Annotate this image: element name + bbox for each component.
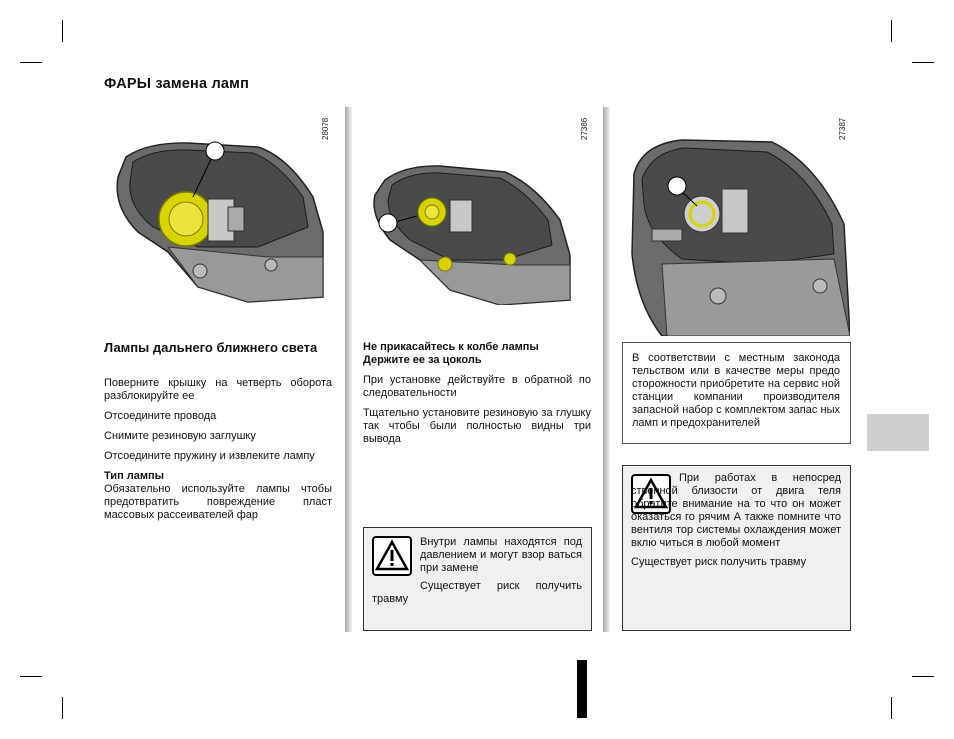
warning-box [622,465,851,631]
crop-mark [912,62,934,63]
column-1-text [104,377,332,529]
headlamp-illustration-2 [370,160,580,305]
column-divider [603,107,610,632]
warning-box [363,527,592,631]
headlamp-illustration-1 [108,137,333,307]
crop-mark [891,697,892,719]
note-box [622,342,851,444]
image-code: 28078 [321,117,330,140]
page-marker-bar [577,660,587,718]
crop-mark [20,62,42,63]
image-code: 27386 [580,117,589,140]
lamp-type-label: Тип лампы [104,470,165,482]
note-text: В соответствии с местным законода тельством или в качестве меры предо сторожности приобретите на сервис ной станции компании производителя запасной набор с комплектом запас ных ламп и предохранителей [632,352,840,429]
crop-mark [62,697,63,719]
crop-mark [912,676,934,677]
instruction-step: Отсоедините провода [104,410,217,422]
lamp-type-text: Обязательно используйте лампы чтобы предотвратить повреждение пласт массовых рассеивателей фар [104,483,332,521]
image-code: 27387 [838,117,847,140]
caution-line: Не прикасайтесь к колбе лампы [363,341,539,353]
section-heading: Лампы дальнего ближнего света [104,340,318,355]
warning-paragraph: Внутри лампы находятся под давлением и могут взор ваться при замене [420,536,582,574]
page-title: ФАРЫ замена ламп [104,76,250,92]
warning-text [420,536,582,581]
instruction-step: При установке действуйте в обратной по следовательности [363,374,591,399]
caution-line: Держите ее за цоколь [363,354,482,366]
warning-paragraph-text: При работах в непосред ственной близости от двига теля обратите внимание на то что он может оказаться го рячим А также помните что вентиля тор системы охлаждения может вклю читься в любой момент [631,472,841,549]
warning-text [631,472,841,575]
warning-paragraph: Существует риск получить травму [372,580,582,605]
warning-text [372,580,582,612]
headlamp-illustration-3 [622,134,850,336]
warning-paragraph: Существует риск получить травму [631,556,807,568]
section-tab [867,414,929,451]
instruction-step: Снимите резиновую заглушку [104,430,256,442]
crop-mark [20,676,42,677]
warning-icon [372,536,412,576]
crop-mark [891,20,892,42]
instruction-step: Отсоедините пружину и извлеките лампу [104,450,315,462]
crop-mark [62,20,63,42]
column-2-text [363,341,591,453]
instruction-step: Тщательно установите резиновую за глушку так чтобы были полностью видны три вывода [363,407,591,445]
column-divider [345,107,352,632]
warning-paragraph [631,472,841,550]
instruction-step: Поверните крышку на четверть оборота разблокируйте ее [104,377,332,402]
